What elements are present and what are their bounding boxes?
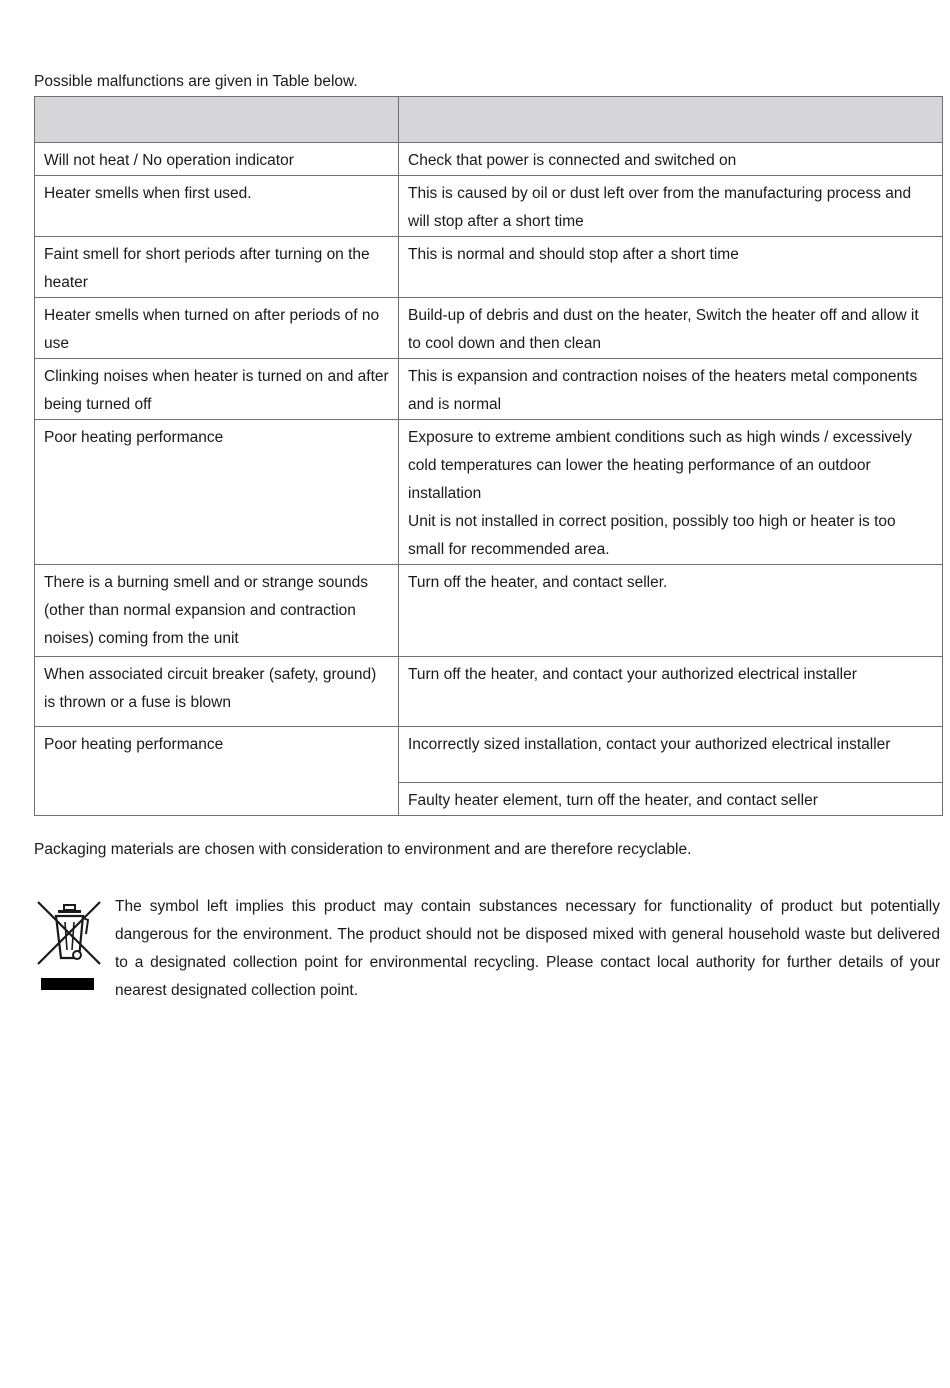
problem-cell: Poor heating performance [35,420,399,565]
solution-cell: This is normal and should stop after a short time [399,237,943,298]
crossed-out-wheelie-bin-icon [34,898,104,994]
table-row [35,143,943,176]
solution-cell: This is caused by oil or dust left over from the manufacturing process and will stop after a short time [399,176,943,237]
solution-cell: Turn off the heater, and contact your authorized electrical installer [399,657,943,727]
table-row [35,657,943,727]
solution-cell: Incorrectly sized installation, contact your authorized electrical installer [399,727,943,783]
table-row [35,298,943,359]
solution-paragraph: Unit is not installed in correct position, possibly too high or heater is too small for recommended area. [408,513,896,558]
malfunction-table [34,96,943,816]
weee-disposal-text: The symbol left implies this product may contain substances necessary for functionality of product but potentially dangerous for the environment. The product should not be disposed mixed with general household waste but delivered to a designated collection point for environmental recycling. Please contact local authority for further details of your nearest designated collection point. [115,898,940,999]
table-row [35,359,943,420]
problem-cell: Heater smells when turned on after periods of no use [35,298,399,359]
problem-cell: There is a burning smell and or strange sounds (other than normal expansion and contraction noises) coming from the unit [35,565,399,657]
table-row [35,176,943,237]
solution-paragraph: Exposure to extreme ambient conditions such as high winds / excessively cold temperatures can lower the heating performance of an outdoor installation [408,429,912,502]
header-cell-solution [399,97,943,143]
problem-cell: Poor heating performance [35,727,399,816]
solution-cell: Check that power is connected and switched on [399,143,943,176]
table-header-row [35,97,943,143]
table-row [35,565,943,657]
table-row [35,237,943,298]
problem-cell: Clinking noises when heater is turned on and after being turned off [35,359,399,420]
problem-cell: When associated circuit breaker (safety, ground) is thrown or a fuse is blown [35,657,399,727]
table-row [35,420,943,565]
solution-cell: This is expansion and contraction noises of the heaters metal components and is normal [399,359,943,420]
table-row [35,727,943,783]
problem-cell: Will not heat / No operation indicator [35,143,399,176]
recycling-text: Packaging materials are chosen with consideration to environment and are therefore recyclable. [34,841,692,858]
problem-cell: Faint smell for short periods after turning on the heater [35,237,399,298]
solution-cell [399,420,943,565]
problem-cell: Heater smells when first used. [35,176,399,237]
solution-cell: Faulty heater element, turn off the heater, and contact seller [399,783,943,816]
intro-text: Possible malfunctions are given in Table below. [34,73,358,90]
solution-cell: Build-up of debris and dust on the heater, Switch the heater off and allow it to cool down and then clean [399,298,943,359]
header-cell-problem [35,97,399,143]
solution-cell: Turn off the heater, and contact seller. [399,565,943,657]
